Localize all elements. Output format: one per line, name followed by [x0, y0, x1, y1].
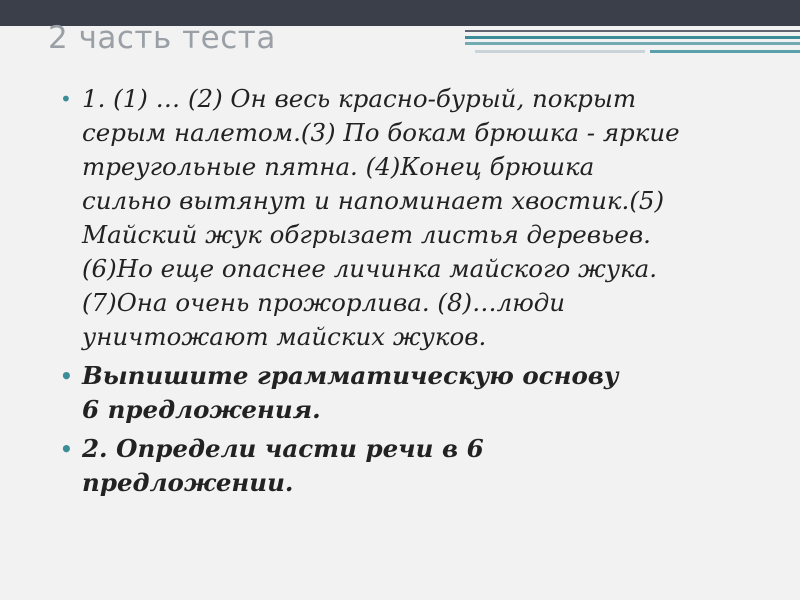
bullet-icon: • — [60, 364, 73, 388]
bullet-item-task-1 — [58, 359, 778, 427]
text-line: предложении. — [82, 468, 294, 497]
text-line: Майский жук обгрызает листья деревьев. — [82, 220, 651, 249]
text-line: сильно вытянут и напоминает хвостик.(5) — [82, 186, 665, 215]
slide-content — [58, 82, 778, 505]
decor-stripe — [465, 36, 800, 39]
text-line: серым налетом.(3) По бокам брюшка - яркие — [82, 118, 680, 147]
decor-stripe — [475, 50, 645, 53]
slide-title: 2 часть теста — [48, 20, 276, 56]
bullet-icon: • — [60, 87, 72, 111]
bullet-item-text — [58, 82, 778, 354]
decor-stripe — [465, 30, 800, 32]
decor-stripe — [650, 50, 800, 53]
bullet-item-task-2 — [58, 432, 778, 500]
text-line: Выпишите грамматическую основу — [82, 361, 619, 390]
text-line: (7)Она очень прожорлива. (8)…люди — [82, 288, 566, 317]
decor-stripe — [465, 42, 800, 45]
text-line: 1. (1) … (2) Он весь красно-бурый, покрыт — [82, 84, 637, 113]
text-line: треугольные пятна. (4)Конец брюшка — [82, 152, 595, 181]
bullet-icon: • — [60, 437, 73, 461]
text-line: уничтожают майских жуков. — [82, 322, 487, 351]
text-line: 6 предложения. — [82, 395, 321, 424]
text-line: (6)Но еще опаснее личинка майского жука. — [82, 254, 658, 283]
text-line: 2. Определи части речи в 6 — [82, 434, 484, 463]
